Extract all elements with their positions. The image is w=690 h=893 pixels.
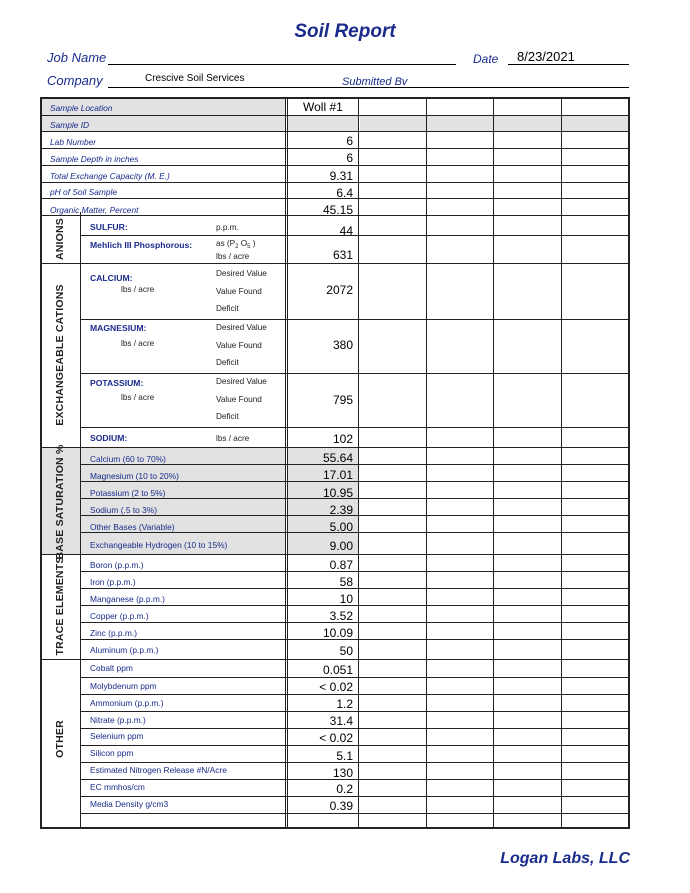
unit-phosphorous-lbs: lbs / acre xyxy=(216,252,250,261)
section-exchangeable-cations: EXCHANGEABLE CATIONS xyxy=(54,284,66,426)
label-bs-magnesium: Magnesium (10 to 20%) xyxy=(90,471,179,481)
unit-sulfur: p.p.m. xyxy=(216,223,239,232)
magnesium-desired: Desired Value xyxy=(216,323,267,332)
label-sample-id: Sample ID xyxy=(50,120,90,130)
value-phosphorous: 631 xyxy=(332,248,353,262)
label-bs-sodium: Sodium (.5 to 3%) xyxy=(90,505,158,515)
calcium-deficit: Deficit xyxy=(216,304,239,313)
magnesium-found: Value Found xyxy=(216,341,262,350)
unit-sodium: lbs / acre xyxy=(216,434,250,443)
value-bs-other-bases: 5.00 xyxy=(329,520,353,534)
date-label: Date xyxy=(473,52,499,66)
label-sample-location: Sample Location xyxy=(50,103,113,113)
company-label: Company xyxy=(47,73,103,88)
label-sample-depth: Sample Depth in inches xyxy=(50,154,139,164)
label-phosphorous: Mehlich III Phosphorous: xyxy=(90,240,193,250)
value-aluminum: 50 xyxy=(339,644,353,658)
label-iron: Iron (p.p.m.) xyxy=(90,577,136,587)
value-selenium: < 0.02 xyxy=(319,731,353,745)
calcium-found: Value Found xyxy=(216,287,262,296)
label-cobalt: Cobalt ppm xyxy=(90,663,133,673)
label-bs-calcium: Calcium (60 to 70%) xyxy=(90,454,166,464)
date-value: 8/23/2021 xyxy=(517,49,575,64)
label-media-density: Media Density g/cm3 xyxy=(90,799,169,809)
label-magnesium: MAGNESIUM: xyxy=(90,323,147,333)
value-nitrogen-release: 130 xyxy=(332,766,353,780)
value-ammonium: 1.2 xyxy=(336,697,353,711)
label-molybdenum: Molybdenum ppm xyxy=(90,681,157,691)
label-bs-potassium: Potassium (2 to 5%) xyxy=(90,488,166,498)
value-molybdenum: < 0.02 xyxy=(319,680,353,694)
value-sodium: 102 xyxy=(332,432,353,446)
magnesium-deficit: Deficit xyxy=(216,358,239,367)
label-calcium: CALCIUM: xyxy=(90,273,133,283)
label-sulfur: SULFUR: xyxy=(90,222,128,232)
value-sulfur: 44 xyxy=(339,224,353,238)
value-media-density: 0.39 xyxy=(329,799,353,813)
value-organic-matter: 45.15 xyxy=(322,203,353,217)
value-sample-depth: 6 xyxy=(346,151,353,165)
submitted-by-label: Submitted Bv xyxy=(342,76,408,88)
potassium-desired: Desired Value xyxy=(216,377,267,386)
calcium-desired: Desired Value xyxy=(216,269,267,278)
unit-phosphorous: as ($P_2$ $O_5$ ) xyxy=(216,239,256,250)
value-bs-hydrogen: 9.00 xyxy=(329,539,353,553)
report-title: Soil Report xyxy=(294,21,396,42)
label-manganese: Manganese (p.p.m.) xyxy=(90,594,165,604)
unit-potassium: lbs / acre xyxy=(121,393,155,402)
section-anions: ANIONS xyxy=(54,217,66,261)
label-lab-number: Lab Number xyxy=(50,137,97,147)
value-exchange-capacity: 9.31 xyxy=(329,169,353,183)
label-boron: Boron (p.p.m.) xyxy=(90,560,144,570)
lab-name-footer: Logan Labs, LLC xyxy=(500,850,630,867)
label-zinc: Zinc (p.p.m.) xyxy=(90,628,137,638)
value-cobalt: 0.051 xyxy=(322,663,353,677)
label-selenium: Selenium ppm xyxy=(90,731,144,741)
value-silicon: 5.1 xyxy=(336,749,353,763)
value-ph: 6.4 xyxy=(336,186,353,200)
unit-magnesium: lbs / acre xyxy=(121,339,155,348)
label-ec: EC mmhos/cm xyxy=(90,782,145,792)
label-bs-hydrogen: Exchangeable Hydrogen (10 to 15%) xyxy=(90,540,228,550)
value-potassium: 795 xyxy=(332,393,353,407)
section-trace-elements: TRACE ELEMENTS xyxy=(54,556,66,656)
value-copper: 3.52 xyxy=(329,609,353,623)
potassium-found: Value Found xyxy=(216,395,262,404)
value-bs-sodium: 2.39 xyxy=(329,503,353,517)
value-lab-number: 6 xyxy=(346,134,353,148)
value-bs-calcium: 55.64 xyxy=(322,451,353,465)
label-organic-matter: Organic Matter, Percent xyxy=(50,205,139,215)
section-other: OTHER xyxy=(54,720,66,758)
value-sample-location: Woll #1 xyxy=(303,100,343,114)
soil-report-table xyxy=(40,97,630,829)
value-bs-potassium: 10.95 xyxy=(322,486,353,500)
value-boron: 0.87 xyxy=(329,558,353,572)
value-manganese: 10 xyxy=(339,592,353,606)
company-value: Crescive Soil Services xyxy=(145,73,245,84)
value-zinc: 10.09 xyxy=(322,626,353,640)
label-copper: Copper (p.p.m.) xyxy=(90,611,149,621)
unit-calcium: lbs / acre xyxy=(121,285,155,294)
label-aluminum: Aluminum (p.p.m.) xyxy=(90,645,159,655)
label-sodium: SODIUM: xyxy=(90,433,128,443)
job-name-line xyxy=(108,64,456,65)
label-potassium: POTASSIUM: xyxy=(90,378,144,388)
label-bs-other-bases: Other Bases (Variable) xyxy=(90,522,175,532)
label-silicon: Silicon ppm xyxy=(90,748,134,758)
value-magnesium: 380 xyxy=(332,338,353,352)
potassium-deficit: Deficit xyxy=(216,412,239,421)
date-line xyxy=(508,64,629,65)
value-iron: 58 xyxy=(339,575,353,589)
value-calcium: 2072 xyxy=(326,283,353,297)
label-ammonium: Ammonium (p.p.m.) xyxy=(90,698,164,708)
label-nitrate: Nitrate (p.p.m.) xyxy=(90,715,146,725)
label-ph: pH of Soil Sample xyxy=(50,187,118,197)
label-nitrogen-release: Estimated Nitrogen Release #N/Acre xyxy=(90,765,227,775)
label-exchange-capacity: Total Exchange Capacity (M. E.) xyxy=(50,171,170,181)
value-bs-magnesium: 17.01 xyxy=(322,468,353,482)
job-name-label: Job Name xyxy=(47,50,107,65)
section-base-saturation: BASE SATURATION % xyxy=(54,444,66,560)
value-ec: 0.2 xyxy=(336,782,353,796)
value-nitrate: 31.4 xyxy=(329,714,353,728)
